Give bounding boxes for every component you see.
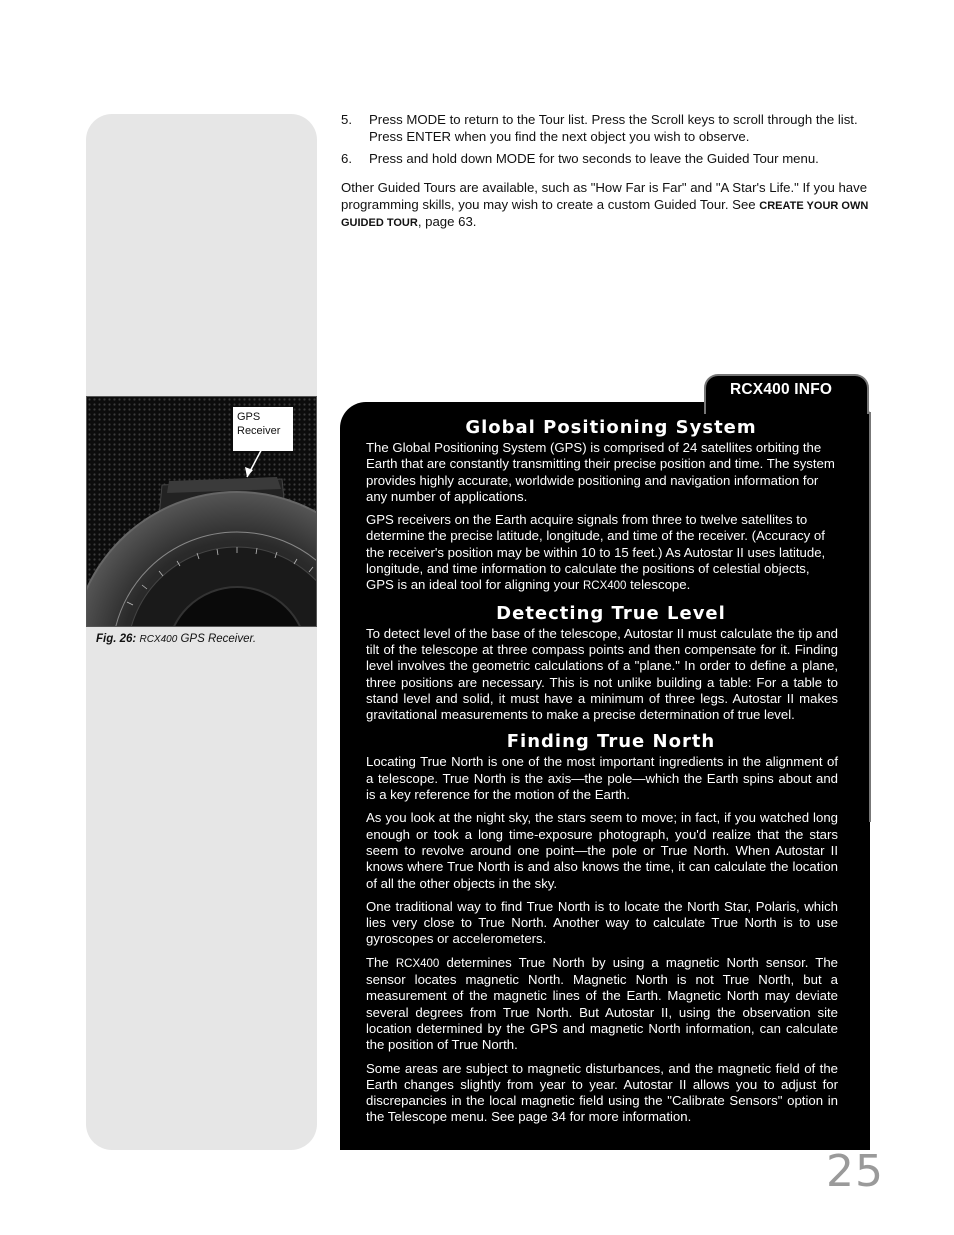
gps-callout-label (233, 407, 293, 451)
north-paragraph (366, 955, 838, 1054)
level-paragraph: To detect level of the base of the telescope, Autostar II must calculate the tip and tilt of the telescope at three compass points and then compensate for it. Finding level involves the geometric calculations of a "plane." In order to define a plane, three positions are necessary. This is not unlike building a table: For a table to stand level and solid, it must have a minimum of three legs. Autostar II makes gravitational measurements to make a precise determination of true level. (366, 625, 838, 723)
section-heading-gps: Global Positioning System (465, 417, 757, 438)
north-paragraph: One traditional way to find True North is to locate the North Star, Polaris, which lies very close to True North. Another way to calculate True North is to use gyroscopes or accelerometers. (366, 898, 838, 947)
info-content (366, 416, 838, 1133)
model-name: RCX400 (582, 580, 627, 593)
page-number: 25 (826, 1146, 884, 1197)
cross-reference: CREATE YOUR OWN GUIDED TOUR (341, 199, 869, 229)
section-heading-north: Finding True North (506, 731, 716, 753)
gps-paragraph-text: GPS receivers on the Earth acquire signals from three to twelve satellites to determine the precise latitude, longitude, and time of the receiver. (Accuracy of the receiver's position may be within 10 to 15 feet.) As Autostar II uses latitude, longitude, and time information to calculate the positions of celestial objects, GPS is an ideal tool for aligning your (366, 512, 826, 593)
gps-paragraph (366, 512, 838, 594)
north-paragraph: Locating True North is one of the most important ingredients in the alignment of a telescope. True North is the axis—the pole—which the Earth spins about and is a key reference for the motion of the Earth. (366, 754, 838, 803)
step-number: 5. (341, 112, 352, 127)
figure-model: RCX400 (139, 634, 178, 645)
intro-suffix: , page 63. (417, 214, 477, 229)
model-name: RCX400 (395, 957, 440, 970)
section-heading-level: Detecting True Level (496, 602, 726, 624)
panel-edge (869, 412, 871, 822)
rcx400-info-panel (340, 402, 870, 1150)
figure-caption (96, 633, 256, 645)
rcx400-info-tab: RCX400 INFO (704, 374, 869, 414)
step-text: Press MODE to return to the Tour list. Press the Scroll keys to scroll through the list. Press ENTER when you find the next object you wish to observe. (369, 112, 858, 144)
step-item (341, 151, 871, 168)
intro-text: Other Guided Tours are available, such as "How Far is Far" and "A Star's Life." If you have programming skills, you may wish to create a custom Guided Tour. See (341, 180, 868, 212)
gps-paragraph-end: telescope. (626, 577, 691, 593)
north-paragraph: As you look at the night sky, the stars seem to move; in fact, if you watched long enough or took a long time-exposure photograph, you'd realize that the stars seem to revolve around one point—the pole or True North. When Autostar II knows where True North is and also knows the time, it can calculate the location of all the other objects in the sky. (366, 810, 838, 891)
intro-paragraph (341, 180, 871, 232)
north-paragraph-text: determines True North by using a magnetic North sensor. The sensor locates magnetic North. Magnetic North is not True North, but a measurement of the magnetic lines of the Earth. Magnetic North may deviate several degrees from True North. But Autostar II, using the observation site location determined by the GPS and magnetic North information, can calculate the position of True North. (366, 954, 839, 1053)
gps-paragraph: The Global Positioning System (GPS) is comprised of 24 satellites orbiting the Earth that are constantly transmitting their precise position and time. The system provides highly accurate, worldwide positioning and navigation information for any number of applications. (366, 440, 835, 504)
figure-caption-text: GPS Receiver. (177, 633, 257, 645)
north-paragraph-start: The (366, 954, 396, 970)
step-text: Press and hold down MODE for two seconds to leave the Guided Tour menu. (369, 151, 819, 166)
figure-label: Fig. 26: (96, 633, 137, 645)
steps-list (341, 112, 871, 174)
step-number: 6. (341, 151, 352, 166)
callout-line: GPS (237, 411, 261, 423)
north-paragraph: Some areas are subject to magnetic disturbances, and the magnetic field of the Earth changes slightly from year to year. Autostar II allows you to adjust for discrepancies in the local magnetic field using the "Calibrate Sensors" option in the Telescope menu. See page 34 for more information. (366, 1060, 838, 1125)
callout-line: Receiver (237, 425, 281, 437)
gps-receiver-photo (86, 396, 317, 627)
step-item (341, 112, 871, 145)
sidebar-panel (86, 114, 317, 1150)
